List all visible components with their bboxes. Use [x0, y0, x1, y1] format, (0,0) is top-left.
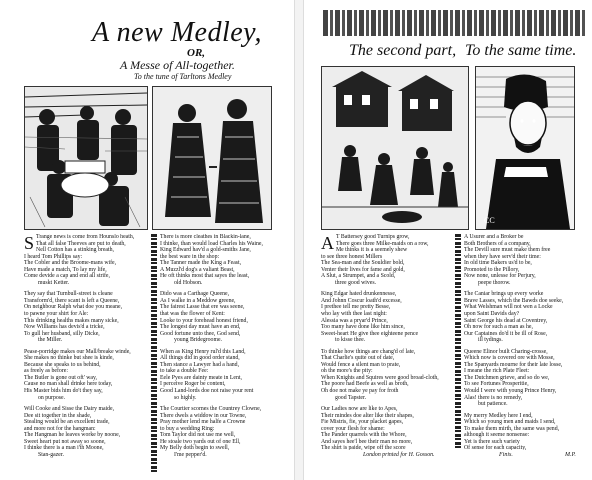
- verse-line: A Usurer and a Broker be: [464, 234, 524, 240]
- verse-line: My merry Medley here I end,: [464, 412, 533, 419]
- stanza: [24, 406, 150, 458]
- verse-line: I thinke there is a man i'th Moone,: [24, 445, 104, 452]
- verse-line: peepe thorow.: [478, 279, 511, 286]
- woodcut-street-scene: [321, 66, 469, 230]
- verse-line: That all false Theeves are put to death,: [36, 240, 126, 247]
- verse-line: Sweet heart put not away so soone,: [24, 438, 106, 445]
- verse-line: In old time Bakers us'd to be,: [464, 260, 532, 267]
- verse-line: Good fortune unto thee, God send,: [160, 330, 241, 337]
- verse-line: Pray mother lend me halfe a Crowne: [160, 419, 246, 426]
- verse-line: Looke to your forehead honest friend,: [160, 317, 248, 324]
- verse-line: muskt Ketter.: [38, 279, 70, 286]
- verse-line: T Battersey good Turnips grow,: [336, 234, 410, 240]
- ornamental-divider: [455, 234, 461, 448]
- verse-line: Come devide a cap and end all strife,: [24, 273, 110, 280]
- verse-line: There dwels a widdow in our Towne,: [160, 412, 247, 419]
- verse-line: Stealing would be an excellent trade,: [24, 419, 110, 426]
- verse-line: Would fence a silent man to prate,: [321, 361, 401, 368]
- verse-line: The longest day must have an end,: [160, 324, 241, 331]
- verse-line: that was the flower of Kent:: [160, 311, 225, 318]
- verse-line: I meane the rich Plate Fleet:: [464, 368, 530, 375]
- verse-line: The fairest Lasse that ere was seene,: [160, 304, 245, 311]
- stanza: [160, 349, 290, 401]
- verse-line: Which so young men and maids I send,: [464, 419, 556, 426]
- stanza: [321, 291, 453, 343]
- woodcut-portrait: [475, 66, 575, 230]
- ballad-title: A new Medley,: [92, 17, 263, 48]
- verse-line: Our Captaines do'd it be ill of Rose,: [464, 330, 548, 337]
- verse-line: Alessia was a pryar'd Prince,: [321, 317, 388, 324]
- verse-line: He stoale two yards out of one Ell,: [160, 438, 241, 445]
- verse-line: To see Fortunes Prosperitie,: [464, 381, 529, 388]
- verse-line: The poore had Beefe as well as broth,: [321, 381, 409, 388]
- verse-line: Because she speaks to us behind,: [24, 361, 101, 368]
- verse-line: Then stance a Lawyer had a hand,: [160, 361, 240, 368]
- verse-line: King Edgar hated drunkennesse,: [321, 291, 397, 298]
- printer-imprint: London printed for H. Gosson.: [363, 452, 435, 458]
- verse-line: The Tanner made the King a Feast,: [160, 260, 242, 267]
- stanza: [464, 291, 588, 343]
- right-verse-column-2: [464, 234, 588, 450]
- verse-line: Oh now for such a man as he,: [464, 324, 533, 331]
- verse-line: three good wives.: [335, 279, 377, 286]
- verse-line: Too many have done like him since,: [321, 324, 405, 331]
- drop-cap: S: [24, 234, 35, 253]
- stanza: [24, 349, 150, 401]
- verse-line: A Muzzl'd dog's a valiant Beast,: [160, 266, 235, 273]
- verse-line: All things did in good order stand,: [160, 355, 240, 362]
- verse-line: To thinke how things are chang'd of late,: [321, 348, 416, 355]
- verse-line: Fie Mistris, fie, your placket gapes,: [321, 419, 404, 426]
- verse-line: as freely as before:: [24, 368, 68, 375]
- verse-line: I'me pepper'd.: [174, 451, 207, 458]
- verse-line: The Caniar brings up every worke: [464, 291, 544, 298]
- verse-line: who lay with thee last night:: [321, 311, 387, 318]
- ornamental-top-border: [323, 10, 585, 36]
- woodcut-tavern-scene: [24, 86, 148, 230]
- verse-line: The Devill sure must make them free: [464, 247, 551, 254]
- verse-line: What Welshman will not wen a Locke: [464, 304, 553, 311]
- stanza: [321, 349, 453, 401]
- left-page: [2, 2, 292, 478]
- verse-line: upon Saint Davids day?: [464, 311, 520, 318]
- verse-line: Our Ladies now are like to Apes,: [321, 406, 398, 413]
- verse-line: old Hobson.: [174, 279, 203, 286]
- verse-line: I perceive Roger be content,: [160, 381, 226, 388]
- verse-line: The Pander quarrels with the Whore,: [321, 432, 407, 439]
- verse-line: ill tydings.: [478, 337, 503, 344]
- verse-line: This drinking healths makes many sicke,: [24, 317, 119, 324]
- verse-line: the best ware in the shop:: [160, 253, 220, 260]
- verse-line: When Knights and Squires were good broad-cloth,: [321, 374, 439, 381]
- verse-line: cover your flesh for shame:: [321, 425, 385, 432]
- verse-line: To make them mirth, the same was pend,: [464, 425, 560, 432]
- verse-line: Queene Elinor built Charing-crosse,: [464, 348, 548, 355]
- verse-line: on purpose.: [38, 394, 66, 401]
- verse-line: and more not for the hangman:: [24, 425, 96, 432]
- verse-line: Trange news is come from Hounslo heath,: [36, 234, 135, 240]
- verse-line: good Tapster.: [335, 394, 367, 401]
- verse-line: although it seeme nonsense:: [464, 432, 530, 439]
- verse-line: Dee sit together in the shade,: [24, 412, 92, 419]
- right-page: [303, 2, 590, 478]
- stanza: [24, 291, 150, 343]
- verse-line: The Butler is gone out oft' way,: [24, 374, 97, 381]
- verse-line: Tom Taylor did not use me well,: [160, 432, 236, 439]
- verse-line: Sweet-heart He give thee eighteene pence: [321, 330, 419, 337]
- stanza: [24, 234, 150, 286]
- verse-line: Nell Cotton has a stinking breath,: [36, 247, 114, 254]
- verse-line: A Slut, a Strumpet, and a Scold,: [321, 273, 396, 280]
- verse-line: Now Williams has devis'd a tricke,: [24, 324, 105, 331]
- drop-cap: A: [321, 234, 334, 253]
- verse-line: That Charlie's quite out of date,: [321, 355, 395, 362]
- verse-line: And Johnn Coscur loath'd excesse,: [321, 297, 402, 304]
- verse-line: His Master bids him do't they say,: [24, 388, 103, 395]
- verse-line: King Edward hav'd a gold-smiths Jane,: [160, 247, 251, 254]
- tune-line: To the tune of Tarltons Medley: [134, 72, 232, 81]
- verse-line: Promoted to the Pillory,: [464, 266, 520, 273]
- verse-line: The Hangman he leaves worke by noone,: [24, 432, 121, 439]
- verse-line: Pease-porridge makes our Mall/breake winde,: [24, 348, 131, 355]
- left-verse-column-2: [160, 234, 290, 478]
- verse-line: Will Cooke and Sisse the Dairy maide,: [24, 406, 115, 413]
- verse-line: To gull her husband, silly Dicke,: [24, 330, 100, 337]
- stanza: [321, 234, 453, 286]
- left-verse-column-1: [24, 234, 150, 478]
- verse-line: I thinke, than would load Charles his Waine,: [160, 240, 263, 247]
- stanza: [160, 234, 290, 286]
- ornamental-divider: [151, 234, 157, 474]
- verse-line: I prethee tell me pretty Besse,: [321, 304, 391, 311]
- verse-line: oh the more's the pity:: [321, 368, 373, 375]
- verse-line: Yet is there such variety: [464, 438, 520, 445]
- stanza: [464, 349, 588, 408]
- verse-line: Stan-gazer.: [38, 451, 64, 458]
- page-mark: M.P.: [565, 452, 576, 458]
- second-part-heading: The second part,: [349, 42, 457, 59]
- verse-line: Dido was a Carthage Queene,: [160, 291, 230, 298]
- verse-line: There goes three Milke-maids on a row,: [336, 240, 429, 247]
- verse-line: The Cobler and the Broome-mans wife,: [24, 260, 117, 267]
- verse-line: The Dutchmen grieve, and so do we,: [464, 374, 550, 381]
- verse-line: Brave Lasses, which the Bawds doe seeke,: [464, 297, 564, 304]
- verse-line: Which now is covered ore with Mosse,: [464, 355, 555, 362]
- verse-line: so highly.: [174, 394, 197, 401]
- ballad-or: OR,: [187, 47, 206, 59]
- verse-line: Now none, unlesse for Perjury,: [464, 273, 536, 280]
- right-verse-column-1: [321, 234, 453, 450]
- verse-line: I heard Tom Phillips say:: [24, 253, 83, 260]
- verse-line: My Belly doth begin to swell,: [160, 445, 230, 452]
- verse-line: but patience.: [478, 401, 508, 408]
- verse-line: when they have serv'd their time:: [464, 253, 541, 260]
- verse-line: Me thinks it is a seemely shew: [336, 247, 408, 254]
- verse-line: to buy a wedding Ring:: [160, 425, 215, 432]
- finis-mark: Finis.: [499, 452, 513, 458]
- verse-line: Alas! there is no remedy,: [464, 394, 523, 401]
- verse-line: When as King Henry rul'd this Land,: [160, 348, 246, 355]
- verse-line: On neighbour Ralph what doe you meane,: [24, 304, 123, 311]
- verse-line: As I walke in a Meddow greene,: [160, 297, 236, 304]
- svg-text:CC: CC: [484, 216, 495, 225]
- verse-line: the Miller.: [38, 337, 63, 344]
- verse-line: The shirt is paide, wipe off the score: [321, 445, 406, 450]
- verse-line: Good Land-lords doe not raise your rent: [160, 388, 254, 395]
- woodcut-two-figures: [152, 86, 272, 230]
- verse-line: Eele Pyes are dainty meate in Lent,: [160, 374, 242, 381]
- verse-line: The Courtier scornes the Countrey Clowne,: [160, 406, 262, 413]
- verse-line: She makes no thinke but shee is kinde,: [24, 355, 114, 362]
- verse-line: Cause no man shall drinke here today,: [24, 381, 113, 388]
- verse-line: The Spanyards mourne for their late losse,: [464, 361, 563, 368]
- verse-line: Their mindes doe alter like their shapes,: [321, 412, 414, 419]
- verse-line: Would I were with young Prince Henry,: [464, 388, 557, 395]
- verse-line: Both Brothers of a company,: [464, 240, 531, 247]
- verse-line: Transform'd, there scant is left a Queene,: [24, 297, 120, 304]
- stanza: [464, 234, 588, 286]
- verse-line: to see three honest Millers: [321, 253, 383, 260]
- stanza: [160, 291, 290, 343]
- ballad-subtitle: A Messe of All-together.: [120, 58, 235, 72]
- verse-line: There is more cleathes in Blackin-lane,: [160, 234, 251, 240]
- verse-line: The Sea-man and the Souldier bold,: [321, 260, 405, 267]
- verse-line: to take a double Fee:: [160, 368, 209, 375]
- verse-line: Venter their lives for fame and gold,: [321, 266, 405, 273]
- stanza: [464, 413, 588, 450]
- verse-line: He oft thinks most that sayes the least,: [160, 273, 250, 280]
- verse-line: Of sense for each capacity,: [464, 445, 527, 450]
- stanza: [160, 406, 290, 458]
- verse-line: Have made a match, To lay my life,: [24, 266, 107, 273]
- stanza: [321, 406, 453, 450]
- verse-line: young Bridegroome.: [174, 337, 222, 344]
- verse-line: And sayes hee'l bee their man no more,: [321, 438, 413, 445]
- verse-line: They say that Turnbull-street is cleane: [24, 291, 113, 298]
- verse-line: to kisse thee.: [335, 337, 366, 344]
- verse-line: to pawne your shirt for Ale:: [24, 311, 89, 318]
- same-time-heading: To the same time.: [465, 42, 577, 59]
- verse-line: Oh doe not make ye pay for froth: [321, 388, 399, 395]
- verse-line: Saint George his dead at Coventrey,: [464, 317, 548, 324]
